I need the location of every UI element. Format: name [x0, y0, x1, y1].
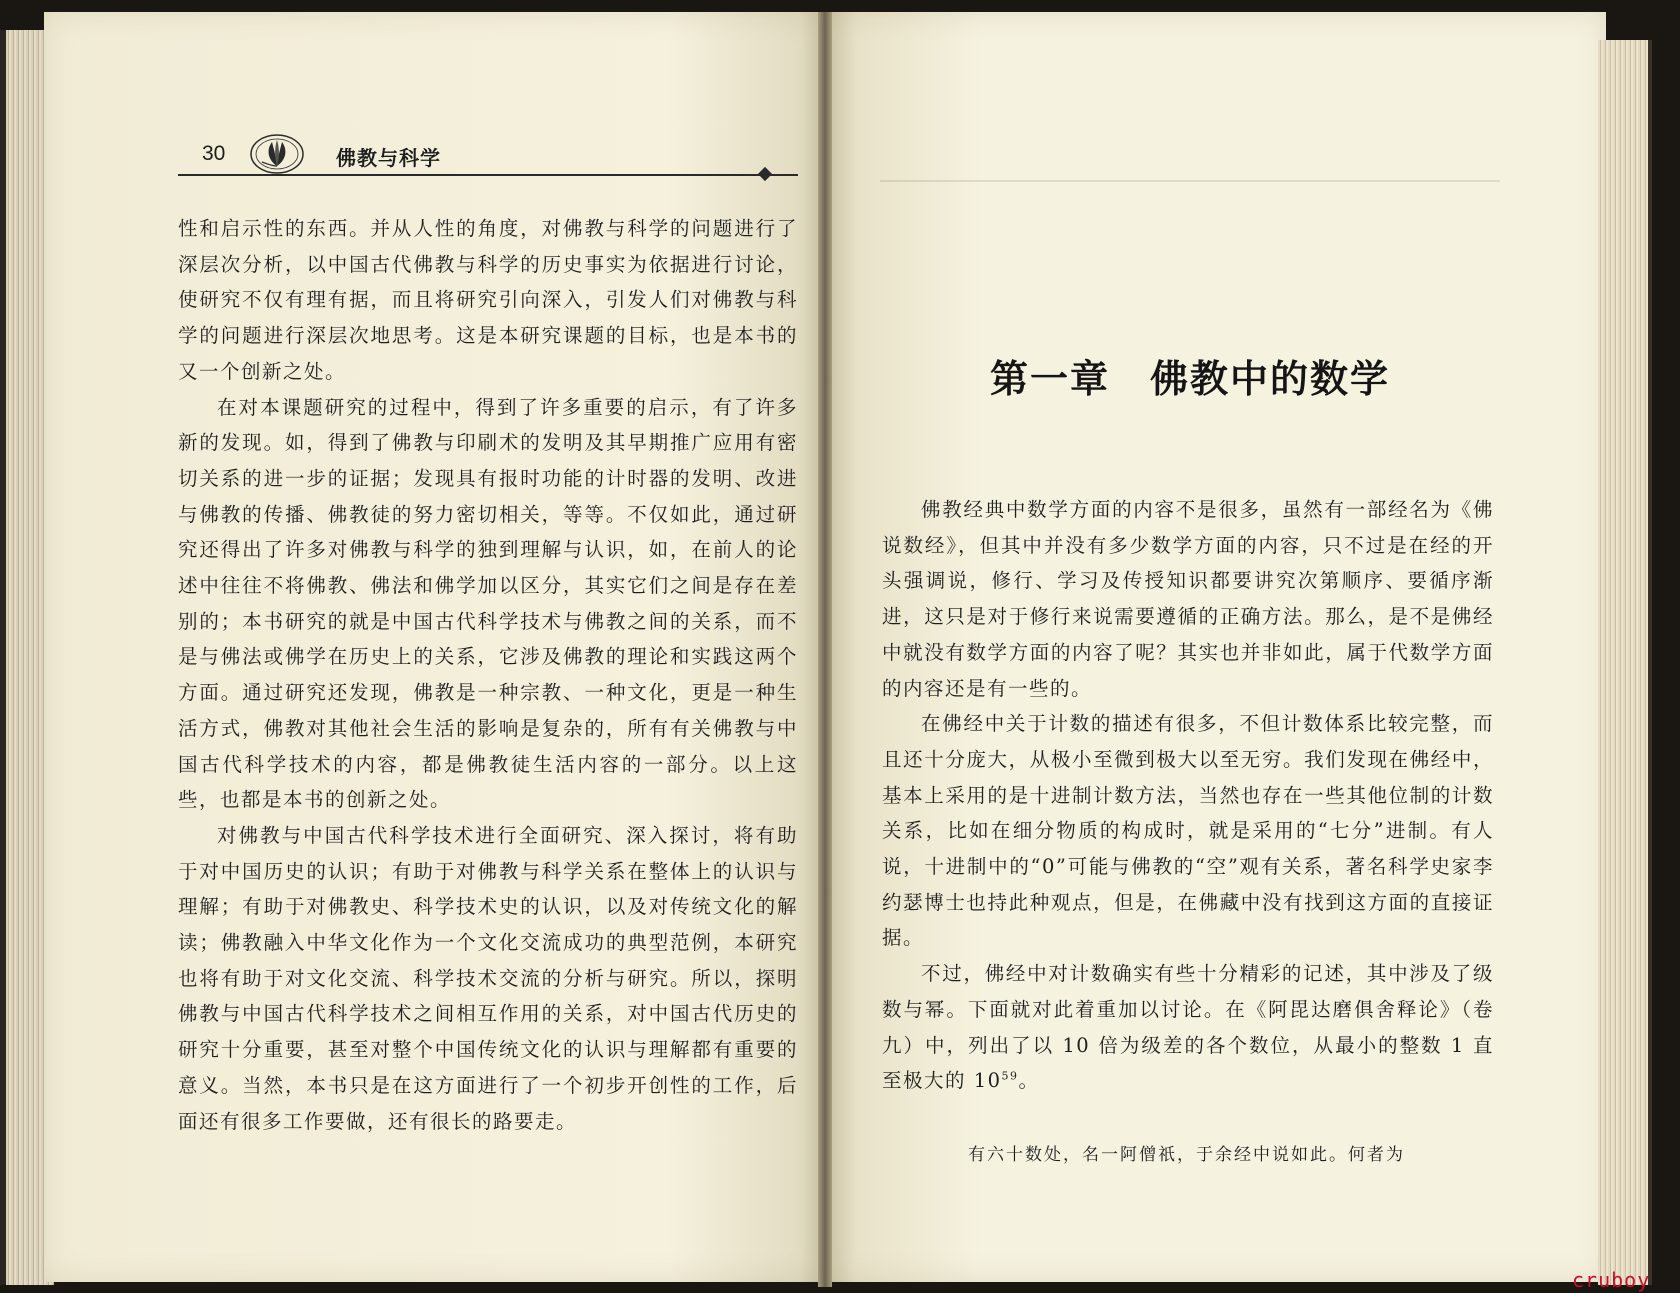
quotation-line: 有六十数处，名一阿僧祇，于余经中说如此。何者为 — [968, 1145, 1405, 1165]
exponent: 59 — [1001, 1069, 1019, 1083]
page-number: 30 — [202, 142, 226, 165]
header-rule — [178, 174, 798, 176]
paragraph: 在对本课题研究的过程中，得到了许多重要的启示，有了许多新的发现。如，得到了佛教与印刷术的发明及其早期推广应用有密切关系的进一步的证据；发现具有报时功能的计时器的发明、改进与佛教的传播、佛教徒的努力密切相关，等等。不仅如此，通过研究还得出了许多对佛教与科学的独到理解与认识，如，在前人的论述中往往不将佛教、佛法和佛学加以区分，其实它们之间是存在差别的；本书研究的就是中国古代科学技术与佛教之间的关系，而不是与佛法或佛学在历史上的关系，它涉及佛教的理论和实践这两个方面。通过研究还发现，佛教是一种宗教、一种文化，更是一种生活方式，佛教对其他社会生活的影响是复杂的，所有有关佛教与中国古代科学技术的内容，都是佛教徒生活内容的一部分。以上这些，也都是本书的创新之处。 — [178, 395, 798, 812]
paragraph: 在佛经中关于计数的描述有很多，不但计数体系比较完整，而且还十分庞大，从极小至微到极大以至无穷。我们发现在佛经中，基本上采用的是十进制计数方法，当然也存在一些其他位制的计数关系，比如在细分物质的构成时，就是采用的“七分”进制。有人说，十进制中的“0”可能与佛教的“空”观有关系，著名科学史家李约瑟博士也持此种观点，但是，在佛藏中没有找到这方面的直接证据。 — [882, 712, 1494, 950]
paragraph-text: 不过，佛经中对计数确实有些十分精彩的记述，其中涉及了级数与幂。下面就对此着重加以讨论。在《阿毘达磨俱舍释论》（卷九）中，列出了以 10 倍为级差的各个数位，从最小的整数 1 直至极大的 10 — [882, 962, 1494, 1093]
lotus-emblem-icon — [248, 132, 306, 176]
bleed-through-rule — [880, 180, 1500, 182]
running-header — [178, 132, 798, 182]
paragraph-end: 。 — [1018, 1069, 1040, 1093]
paragraph — [882, 956, 1494, 1099]
paragraph: 佛教经典中数学方面的内容不是很多，虽然有一部经名为《佛说数经》，但其中并没有多少数学方面的内容，只不过是在经的开头强调说，修行、学习及传授知识都要讲究次第顺序、要循序渐进，这只是对于修行来说需要遵循的正确方法。那么，是不是佛经中就没有数学方面的内容了呢？其实也并非如此，属于代数学方面的内容还是有一些的。 — [882, 498, 1494, 700]
paragraph: 对佛教与中国古代科学技术进行全面研究、深入探讨，将有助于对中国历史的认识；有助于对佛教与科学关系在整体上的认识与理解；有助于对佛教史、科学技术史的认识，以及对传统文化的解读；佛教融入中华文化作为一个文化交流成功的典型范例，本研究也将有助于对文化交流、科学技术交流的分析与研究。所以，探明佛教与中国古代科学技术之间相互作用的关系，对中国古代历史的研究十分重要，甚至对整个中国传统文化的认识与理解都有重要的意义。当然，本书只是在这方面进行了一个初步开创性的工作，后面还有很多工作要做，还有很长的路要走。 — [178, 823, 798, 1133]
header-rule-diamond — [758, 167, 772, 181]
book-spine — [818, 12, 832, 1287]
left-page-body — [178, 211, 798, 1139]
book-title-header: 佛教与科学 — [336, 146, 441, 170]
paragraph: 性和启示性的东西。并从人性的角度，对佛教与科学的问题进行了深层次分析，以中国古代佛教与科学的历史事实为依据进行讨论，使研究不仅有理有据，而且将研究引向深入，引发人们对佛教与科学的问题进行深层次地思考。这是本研究课题的目标，也是本书的又一个创新之处。 — [178, 217, 798, 383]
chapter-title: 第一章 佛教中的数学 — [990, 356, 1391, 401]
right-page-body — [882, 492, 1494, 1099]
watermark: cruboy — [1572, 1268, 1651, 1292]
right-page-edges — [1598, 40, 1652, 1285]
